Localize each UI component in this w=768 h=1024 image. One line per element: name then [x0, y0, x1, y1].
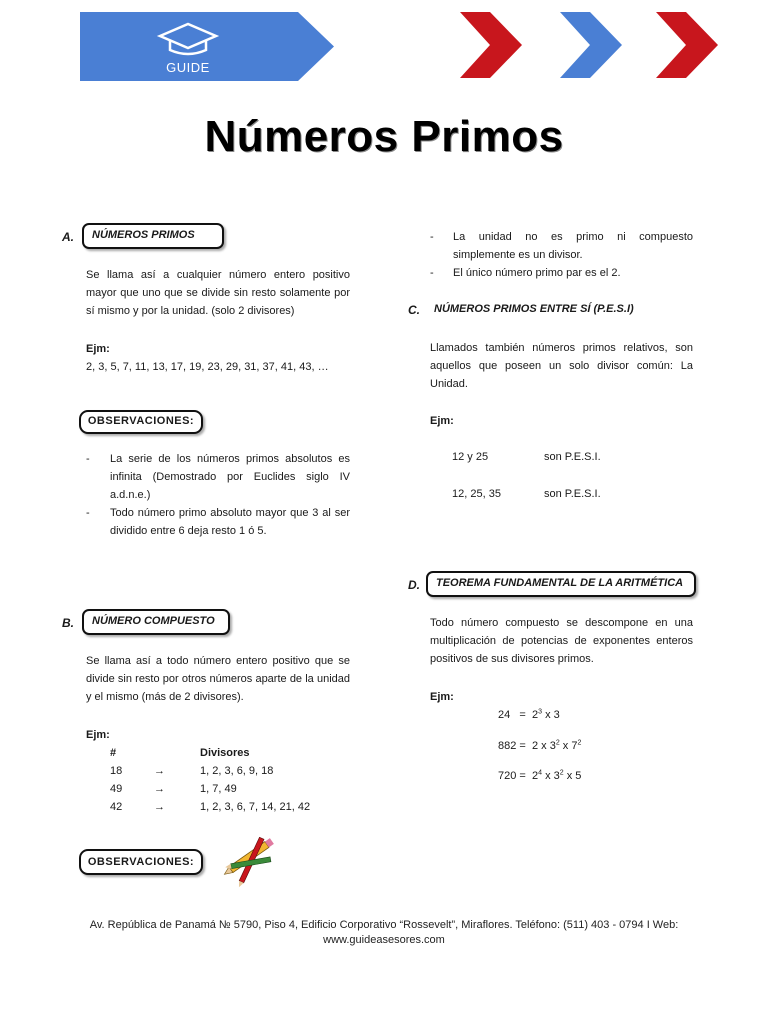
red-chevron-icon: [656, 12, 718, 78]
arrow-icon: →: [154, 783, 165, 795]
table-cell: 49: [110, 783, 123, 795]
section-text: Llamados también números primos relativos, son aquellos que poseen un solo divisor común: La Unidad.: [430, 342, 693, 390]
red-chevron-icon: [460, 12, 522, 78]
section-letter: D.: [408, 578, 420, 592]
section-text: Todo número compuesto se descompone en una multiplicación de potencias de exponentes enteros positivos de sus divisores primos.: [430, 617, 693, 665]
observation-item: La serie de los números primos absolutos es infinita (Demostrado por Euclides siglo IV a.d.n.e.): [110, 453, 350, 501]
section-letter: B.: [62, 616, 74, 630]
section-heading: NÚMERO COMPUESTO: [82, 609, 230, 635]
equation-882: 882 = 2 x $3^2$ x $7^2$: [498, 739, 582, 752]
observations-box: OBSERVACIONES:: [79, 410, 203, 434]
example-nums: 12, 25, 35: [452, 488, 501, 500]
bullet-item: La unidad no es primo ni compuesto simplemente es un divisor.: [453, 231, 693, 261]
arrow-icon: →: [154, 801, 165, 813]
arrow-icon: →: [154, 765, 165, 777]
footer: [40, 918, 728, 948]
section-heading: TEOREMA FUNDAMENTAL DE LA ARITMÉTICA: [426, 571, 696, 597]
bullet-dash: -: [86, 453, 90, 465]
example-label: Ejm:: [86, 343, 110, 355]
equation-24: 24 = $2^3$ x 3: [498, 708, 560, 721]
bullet-item: El único número primo par es el 2.: [453, 267, 621, 279]
table-cell: 1, 2, 3, 6, 7, 14, 21, 42: [200, 801, 311, 813]
example-label: Ejm:: [430, 691, 454, 703]
bullet-dash: -: [430, 267, 434, 279]
section-letter: A.: [62, 230, 74, 244]
footer-web-link[interactable]: www.guideasesores.com: [323, 934, 445, 946]
table-header: Divisores: [200, 747, 250, 759]
bullet-dash: -: [86, 507, 90, 519]
table-cell: 42: [110, 801, 123, 813]
observation-item: Todo número primo absoluto mayor que 3 al ser dividido entre 6 deja resto 1 ó 5.: [110, 507, 350, 537]
table-cell: 18: [110, 765, 123, 777]
footer-address: Av. República de Panamá № 5790, Piso 4, Edificio Corporativo “Rossevelt”, Miraflores. Teléfono: (511) 403 - 0794 I Web:: [89, 919, 679, 931]
section-text: Se llama así a cualquier número entero positivo mayor que uno que se divide sin resto solamente por sí mismo y por la unidad. (solo 2 divisores): [86, 269, 350, 317]
logo-text: GUIDE: [166, 60, 210, 75]
example-label: Ejm:: [430, 415, 454, 427]
table-header: #: [110, 747, 117, 759]
page-title: Números Primos: [204, 112, 564, 161]
example-list: 2, 3, 5, 7, 11, 13, 17, 19, 23, 29, 31, 37, 41, 43, …: [86, 361, 329, 373]
example-label: Ejm:: [86, 729, 110, 741]
equation-720: $720 = 2^4$ x $3^2$ x 5: [498, 769, 582, 782]
table-cell: 1, 7, 49: [200, 783, 237, 795]
example-nums: 12 y 25: [452, 451, 489, 463]
bullet-dash: -: [430, 231, 434, 243]
section-heading: NÚMEROS PRIMOS ENTRE SÍ (P.E.S.I): [434, 303, 634, 315]
pencils-icon: [220, 826, 284, 890]
table-cell: 1, 2, 3, 6, 9, 18: [200, 765, 274, 777]
example-label-pesi: son P.E.S.I.: [544, 488, 601, 500]
blue-chevron-icon: [560, 12, 622, 78]
observations-box: OBSERVACIONES:: [79, 849, 203, 875]
example-label-pesi: son P.E.S.I.: [544, 451, 601, 463]
section-text: Se llama así a todo número entero positivo que se divide sin resto por otros números aparte de la unidad y el mismo (más de 2 divisores).: [86, 655, 350, 703]
section-letter: C.: [408, 303, 420, 317]
section-heading: NÚMEROS PRIMOS: [82, 223, 224, 249]
